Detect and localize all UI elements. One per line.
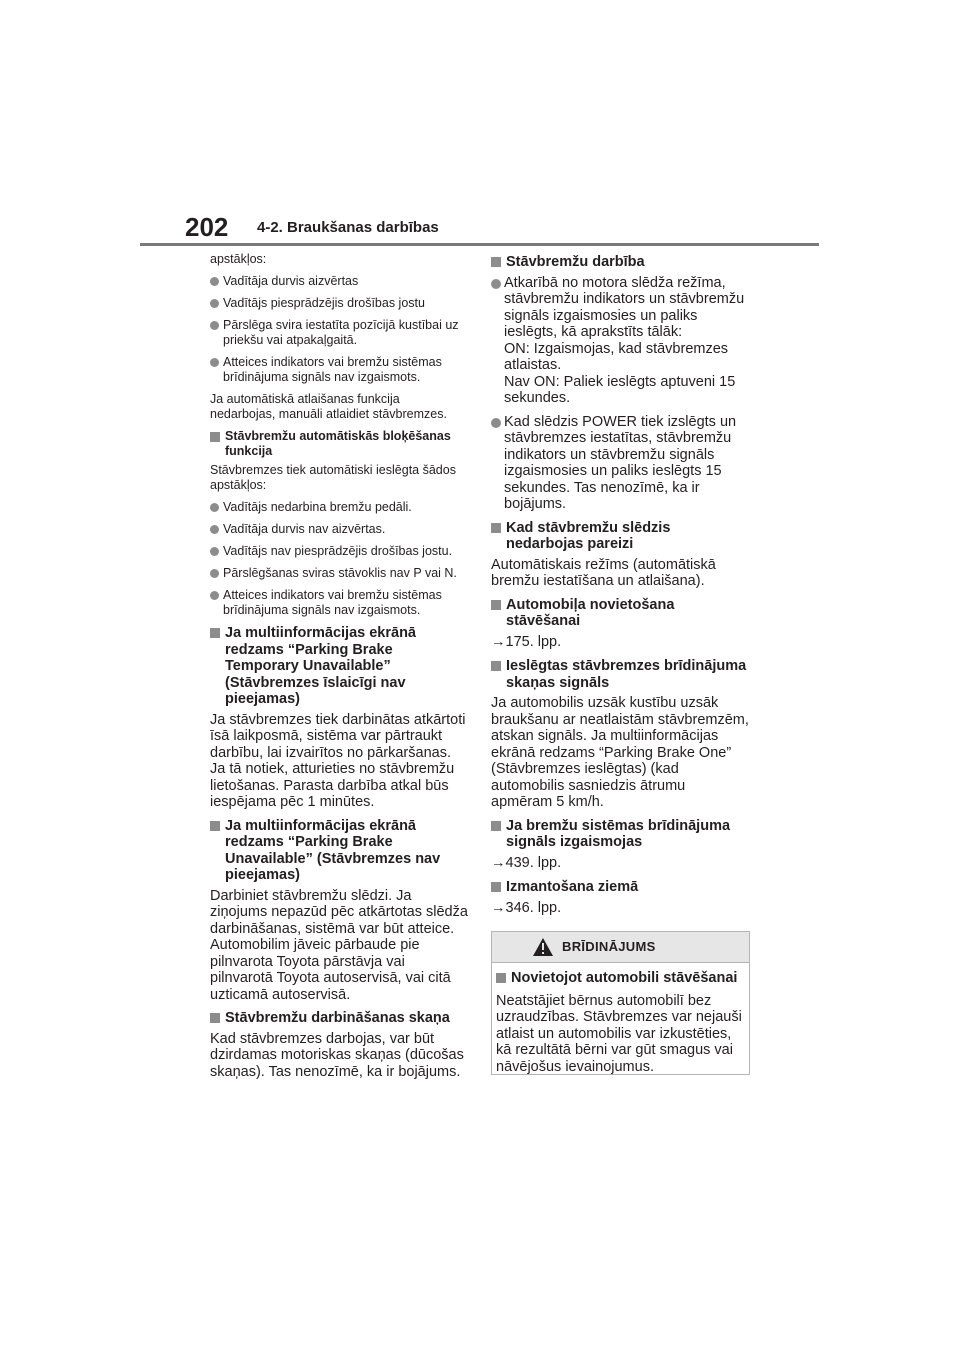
heading-square-icon: [210, 628, 220, 638]
operation-list: [491, 275, 750, 513]
list-item: Atkarībā no motora slēdža režīma, stāvbremžu indikators un stāvbremžu signāls izgaismosies un paliks ieslēgts, kā aprakstīts tālāk: ON: Izgaismojas, kad stāvbremzes atlaistas. Nav ON: Paliek ieslēgts aptuveni 15 sekundes.: [491, 275, 750, 407]
heading-square-icon: [491, 821, 501, 831]
warning-title: BRĪDINĀJUMS: [562, 939, 656, 954]
bullet-dot-icon: [210, 591, 219, 600]
header-divider: [140, 243, 819, 246]
warning-box: [491, 931, 750, 1075]
page-reference: →346. lpp.: [491, 899, 562, 916]
section-heading: Stāvbremžu darbināšanas skaņa: [210, 1010, 468, 1027]
heading-square-icon: [491, 257, 501, 267]
heading-square-icon: [491, 882, 501, 892]
list-item: Pārslēga svira iestatīta pozīcijā kustībai uz priekšu vai atpakaļgaitā.: [210, 318, 468, 348]
bullet-dot-icon: [210, 503, 219, 512]
list-item: Atteices indikators vai bremžu sistēmas brīdinājuma signāls nav izgaismots.: [210, 355, 468, 385]
release-conditions-list: [210, 274, 468, 385]
bullet-dot-icon: [210, 299, 219, 308]
paragraph: Ja automobilis uzsāk kustību uzsāk braukšanu ar neatlaistām stāvbremzēm, atskan signāls. Ja multiinformācijas ekrānā redzams “Parking Brake One” (Stāvbremzes ieslēgtas) (kad automobilis sasniedzis ātrumu apmēram 5 km/h.: [491, 695, 749, 810]
section-heading: Izmantošana ziemā: [491, 879, 750, 896]
list-item: Vadītājs piesprādzējis drošības jostu: [210, 296, 468, 311]
bullet-dot-icon: [210, 358, 219, 367]
right-column: [491, 252, 750, 924]
page-header: [185, 212, 819, 246]
warning-header: [492, 932, 749, 963]
paragraph: Stāvbremzes tiek automātiski ieslēgta šādos apstākļos:: [210, 463, 456, 492]
page-number: 202: [185, 212, 229, 242]
list-item: Kad slēdzis POWER tiek izslēgts un stāvbremzes iestatītas, stāvbremžu indikators un stāvbremžu signāls izgaismosies un paliks ieslēgts 15 sekundes. Tas nenozīmē, ka ir bojājums.: [491, 414, 750, 513]
list-item: Vadītājs nav piesprādzējis drošības jostu.: [210, 544, 468, 559]
heading-square-icon: [210, 432, 220, 442]
list-item: Pārslēgšanas sviras stāvoklis nav P vai N.: [210, 566, 468, 581]
heading-square-icon: [210, 821, 220, 831]
warning-heading: Novietojot automobili stāvēšanai: [496, 970, 743, 987]
section-heading: Automobiļa novietošana stāvēšanai: [491, 597, 750, 630]
bullet-dot-icon: [491, 279, 501, 289]
section-heading: Stāvbremžu automātiskās bloķēšanas funkcija: [210, 429, 468, 459]
paragraph: Darbiniet stāvbremžu slēdzi. Ja ziņojums nepazūd pēc atkārtotas slēdža darbināšanas, sistēmā var būt atteice. Automobilim jāveic pārbaude pie pilnvarota Toyota pārstāvja vai pilnvarotā Toyota autoservisā, vai citā uzticamā autoservisā.: [210, 887, 468, 1003]
lock-conditions-list: [210, 500, 468, 618]
list-item: Atteices indikators vai bremžu sistēmas brīdinājuma signāls nav izgaismots.: [210, 588, 468, 618]
list-item: Vadītāja durvis nav aizvērtas.: [210, 522, 468, 537]
heading-square-icon: [210, 1013, 220, 1023]
section-heading: Ja bremžu sistēmas brīdinājuma signāls izgaismojas: [491, 818, 750, 851]
heading-square-icon: [491, 600, 501, 610]
bullet-dot-icon: [210, 321, 219, 330]
bullet-dot-icon: [210, 525, 219, 534]
section-heading: Ja multiinformācijas ekrānā redzams “Parking Brake Temporary Unavailable” (Stāvbremzes īslaicīgi nav pieejamas): [210, 625, 468, 708]
list-item: Vadītājs nedarbina bremžu pedāli.: [210, 500, 468, 515]
left-column: [210, 252, 468, 1087]
intro-text: apstākļos:: [210, 252, 267, 266]
heading-square-icon: [491, 661, 501, 671]
note-text: Ja automātiskā atlaišanas funkcija nedarbojas, manuāli atlaidiet stāvbremzes.: [210, 392, 447, 421]
bullet-dot-icon: [210, 277, 219, 286]
list-item: Vadītāja durvis aizvērtas: [210, 274, 468, 289]
section-title: 4-2. Braukšanas darbības: [257, 219, 439, 236]
warning-triangle-icon: [532, 937, 554, 957]
section-heading: Ieslēgtas stāvbremzes brīdinājuma skaņas signāls: [491, 658, 750, 691]
section-heading: Ja multiinformācijas ekrānā redzams “Parking Brake Unavailable” (Stāvbremzes nav pieejamas): [210, 818, 468, 884]
warning-text: Neatstājiet bērnus automobilī bez uzraudzības. Stāvbremzes var nejauši atlaist un automobilis var izkustēties, kā rezultātā bērni var gūt smagus vai nāvējošus ievainojumus.: [496, 992, 742, 1075]
paragraph: Automātiskais režīms (automātiskā bremžu iestatīšana un atlaišana).: [491, 556, 716, 589]
page-reference: →439. lpp.: [491, 854, 562, 871]
paragraph: Ja stāvbremzes tiek darbinātas atkārtoti īsā laikposmā, sistēma var pārtraukt darbību, lai izvairītos no pārkaršanas. Ja tā notiek, atturieties no stāvbremžu lietošanas. Parasta darbība atkal būs iespējama pēc 1 minūtes.: [210, 711, 466, 810]
heading-square-icon: [496, 973, 506, 983]
page-reference: →175. lpp.: [491, 633, 562, 650]
heading-square-icon: [491, 523, 501, 533]
bullet-dot-icon: [210, 547, 219, 556]
bullet-dot-icon: [491, 418, 501, 428]
warning-body: [492, 963, 749, 1075]
section-heading: Stāvbremžu darbība: [491, 254, 750, 271]
bullet-dot-icon: [210, 569, 219, 578]
section-heading: Kad stāvbremžu slēdzis nedarbojas pareizi: [491, 520, 750, 553]
paragraph: Kad stāvbremzes darbojas, var būt dzirdamas motoriskas skaņas (dūcošas skaņas). Tas nenozīmē, ka ir bojājums.: [210, 1030, 464, 1080]
